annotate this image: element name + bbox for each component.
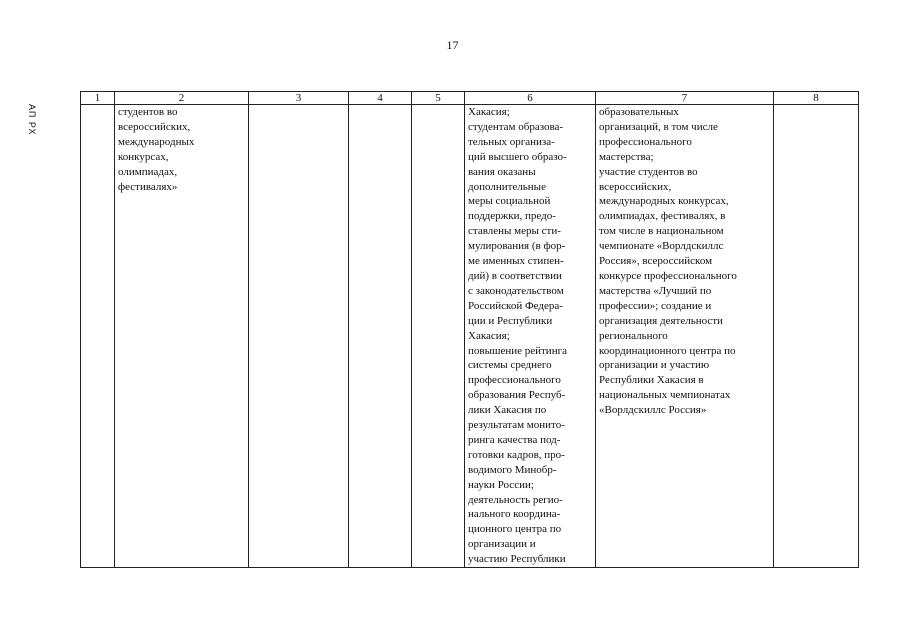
cell-col-1 <box>81 105 115 568</box>
cell-col-4 <box>349 105 412 568</box>
table-header-row <box>81 92 859 105</box>
column-header-3: 3 <box>249 92 349 105</box>
column-header-8: 8 <box>774 92 859 105</box>
cell-col-6: Хакасия; студентам образова- тельных организа- ций высшего образо- вания оказаны дополнительные меры социальной поддержки, предо- ставлены меры сти- мулирования (в фор- ме именных стипен- дий) в соответствии с законодательством Российской Федера- ции и Республики Хакасия; повышение рейтинга системы среднего профессионального образования Респуб- лики Хакасия по результатам монито- ринга качества под- готовки кадров, про- водимого Минобр- науки России; деятельность регио- нального координа- ционного центра по организации и участию Республики <box>465 105 596 568</box>
cell-col-5 <box>412 105 465 568</box>
column-header-4: 4 <box>349 92 412 105</box>
cell-col-8 <box>774 105 859 568</box>
data-table <box>80 91 859 568</box>
side-stamp: АП РХ <box>27 104 37 136</box>
cell-col-2: студентов во всероссийских, международных конкурсах, олимпиадах, фестивалях» <box>115 105 249 568</box>
column-header-2: 2 <box>115 92 249 105</box>
page-number: 17 <box>446 38 459 52</box>
cell-col-3 <box>249 105 349 568</box>
column-header-5: 5 <box>412 92 465 105</box>
column-header-6: 6 <box>465 92 596 105</box>
cell-col-7: образовательных организаций, в том числе профессионального мастерства; участие студентов во всероссийских, международных конкурсах, олимпиадах, фестивалях, в том числе в национальном чемпионате «Ворлдскиллс Россия», всероссийском конкурсе профессионального мастерства «Лучший по профессии»; создание и организация деятельности регионального координационного центра по организации и участию Республики Хакасия в национальных чемпионатах «Ворлдскиллс Россия» <box>596 105 774 568</box>
column-header-7: 7 <box>596 92 774 105</box>
column-header-1: 1 <box>81 92 115 105</box>
table-row <box>81 105 859 568</box>
